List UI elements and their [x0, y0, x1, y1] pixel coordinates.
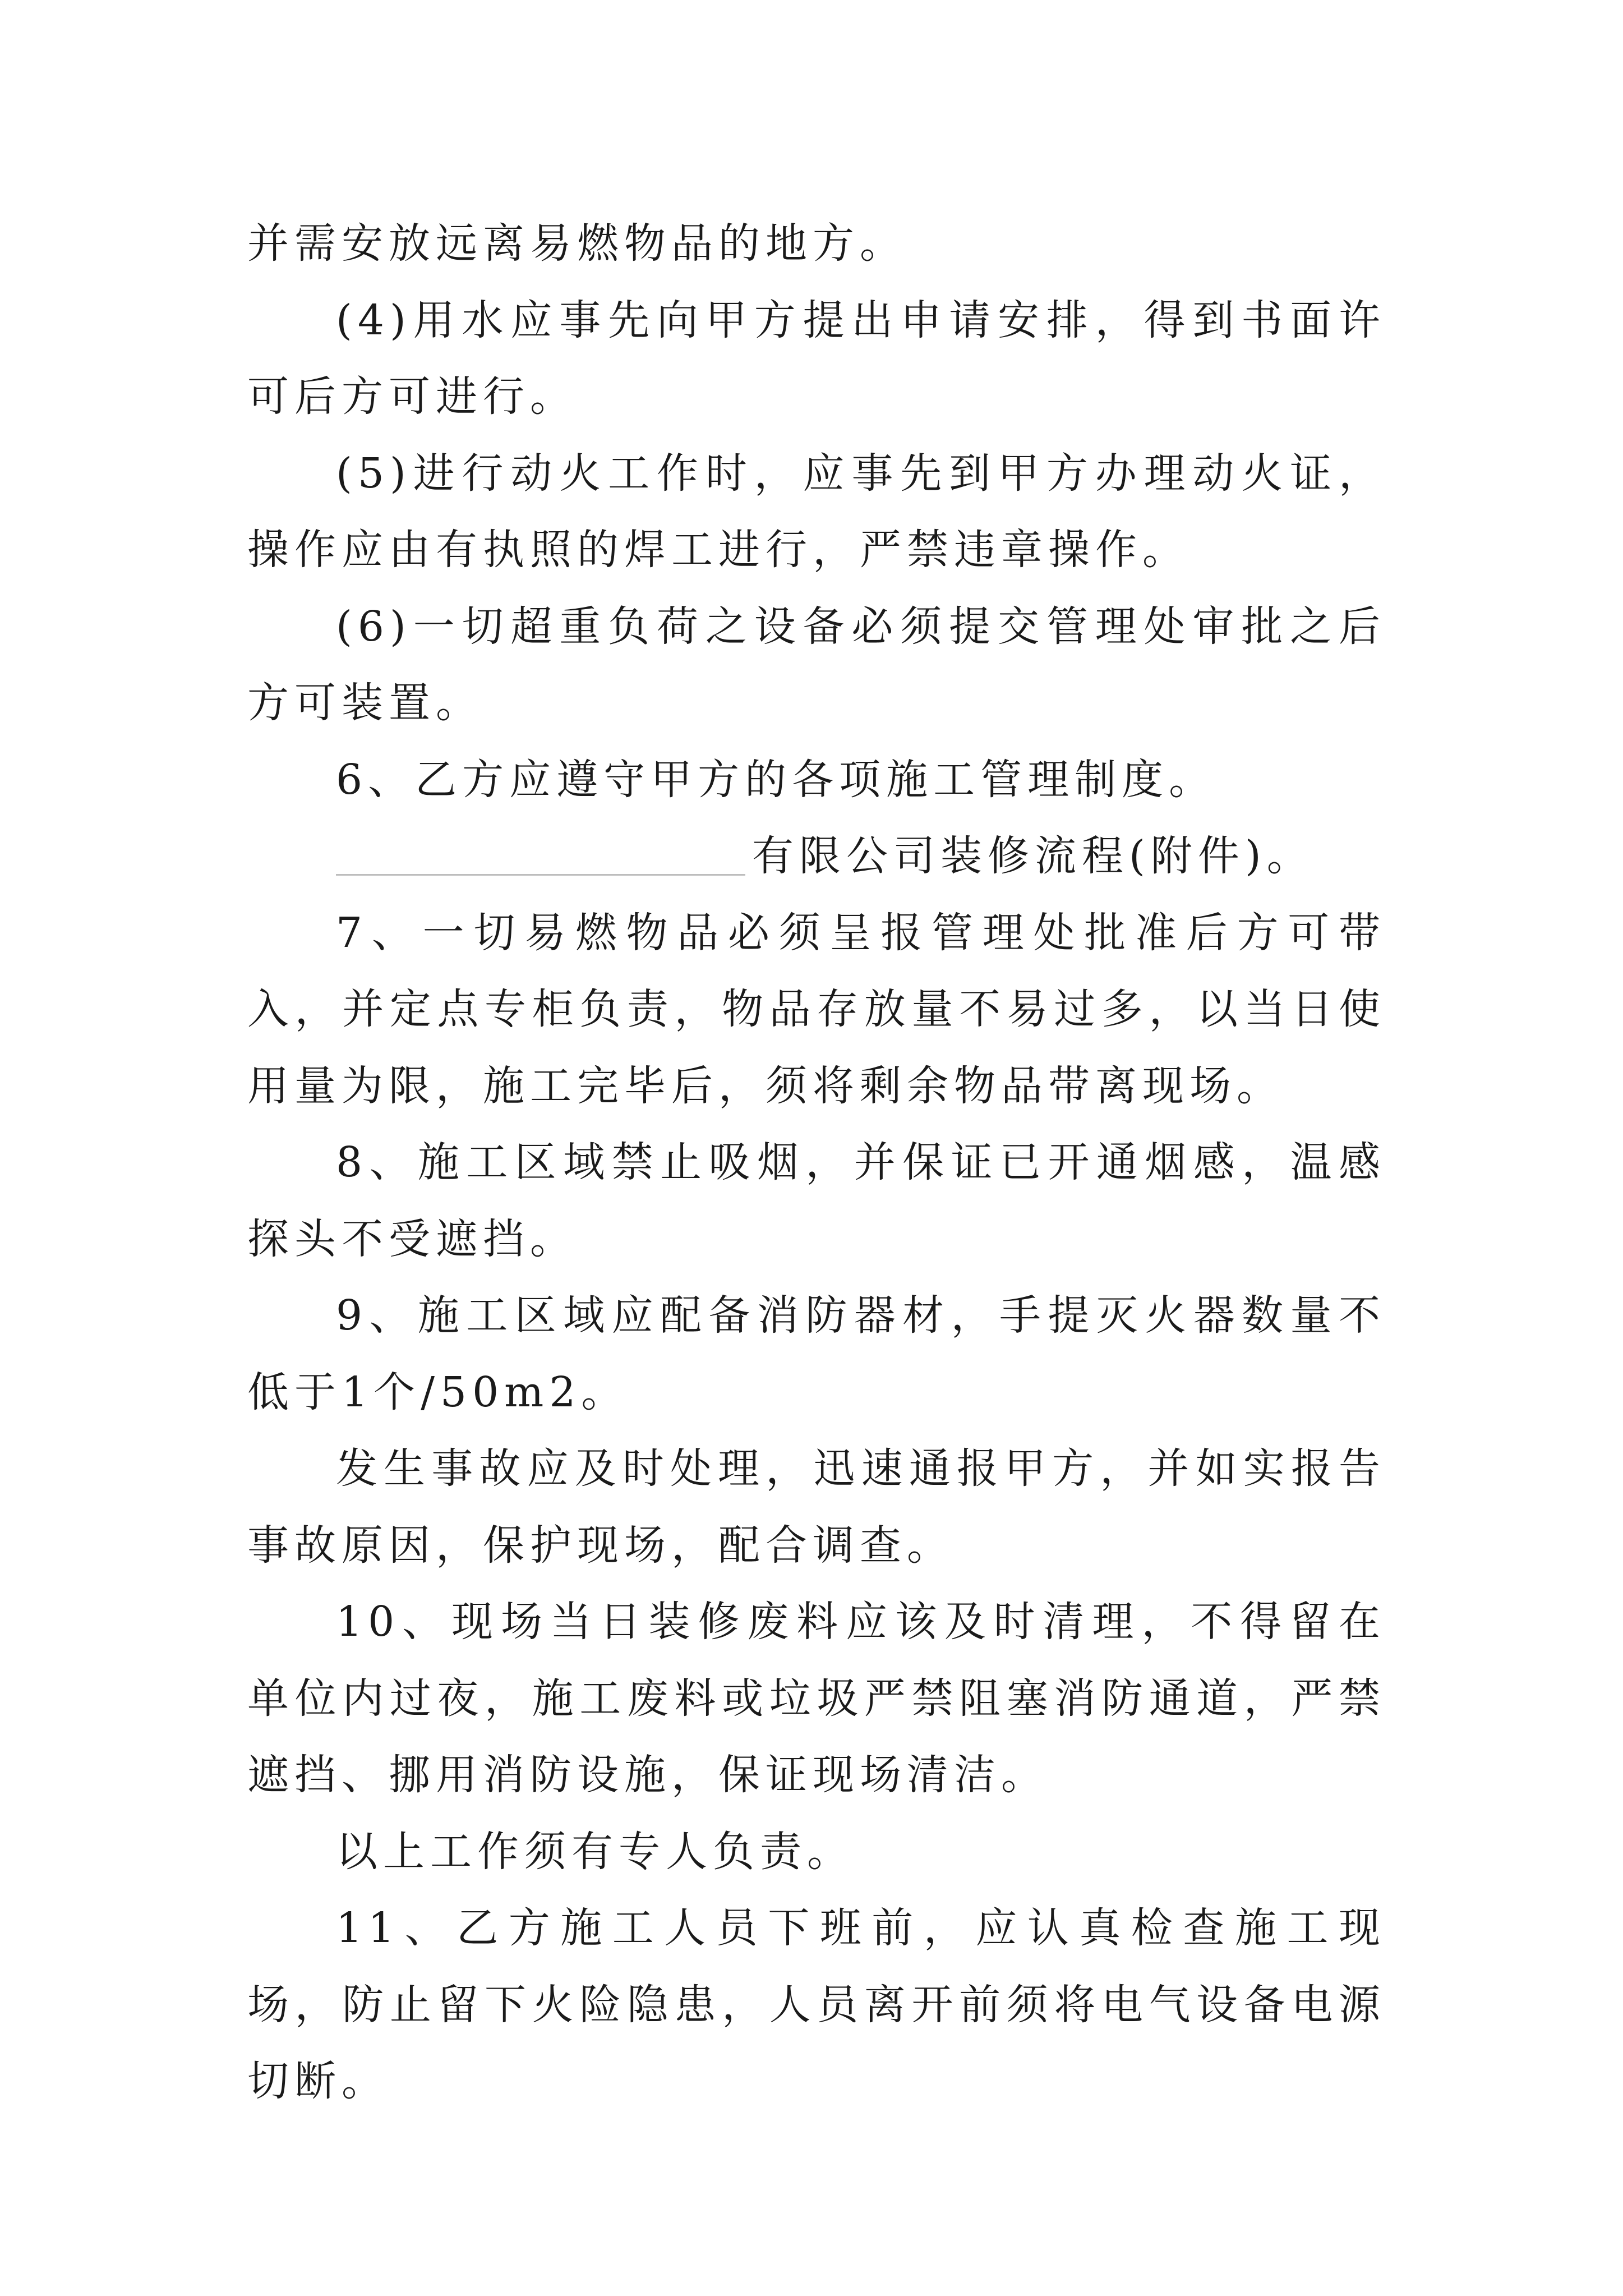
paragraph-item-6: (6)一切超重负荷之设备必须提交管理处审批之后方可装置。 — [247, 602, 1386, 727]
paragraph-clause-11: 11、乙方施工人员下班前，应认真检查施工现场，防止留下火险隐患，人员离开前须将电气设备电源切断。 — [247, 1904, 1386, 2105]
paragraph-item-5: (5)进行动火工作时，应事先到甲方办理动火证，操作应由有执照的焊工进行，严禁违章操作。 — [247, 449, 1386, 574]
paragraph-accident: 发生事故应及时处理，迅速通报甲方，并如实报告事故原因，保护现场，配合调查。 — [247, 1444, 1386, 1570]
paragraph-clause-7: 7、一切易燃物品必须呈报管理处批准后方可带入，并定点专柜负责，物品存放量不易过多，以当日使用量为限，施工完毕后，须将剩余物品带离现场。 — [247, 908, 1386, 1110]
document-body — [247, 205, 1386, 2120]
paragraph-responsibility: 以上工作须有专人负责。 — [336, 1827, 854, 1876]
paragraph-company-flow — [247, 818, 1386, 895]
paragraph-clause-10: 10、现场当日装修废料应该及时清理，不得留在单位内过夜，施工废料或垃圾严禁阻塞消防通道，严禁遮挡、挪用消防设施，保证现场清洁。 — [247, 1598, 1386, 1799]
blank-fill-line — [336, 829, 745, 876]
paragraph-clause-9: 9、施工区域应配备消防器材，手提灭火器数量不低于1个/50m2。 — [247, 1291, 1386, 1416]
paragraph-clause-8: 8、施工区域禁止吸烟，并保证已开通烟感，温感探头不受遮挡。 — [247, 1138, 1386, 1263]
paragraph-continuation: 并需安放远离易燃物品的地方。 — [247, 219, 907, 268]
paragraph-clause-6: 6、乙方应遵守甲方的各项施工管理制度。 — [336, 755, 1216, 804]
paragraph-item-4: (4)用水应事先向甲方提出申请安排，得到书面许可后方可进行。 — [247, 296, 1386, 421]
company-flow-text: 有限公司装修流程(附件)。 — [752, 832, 1314, 880]
